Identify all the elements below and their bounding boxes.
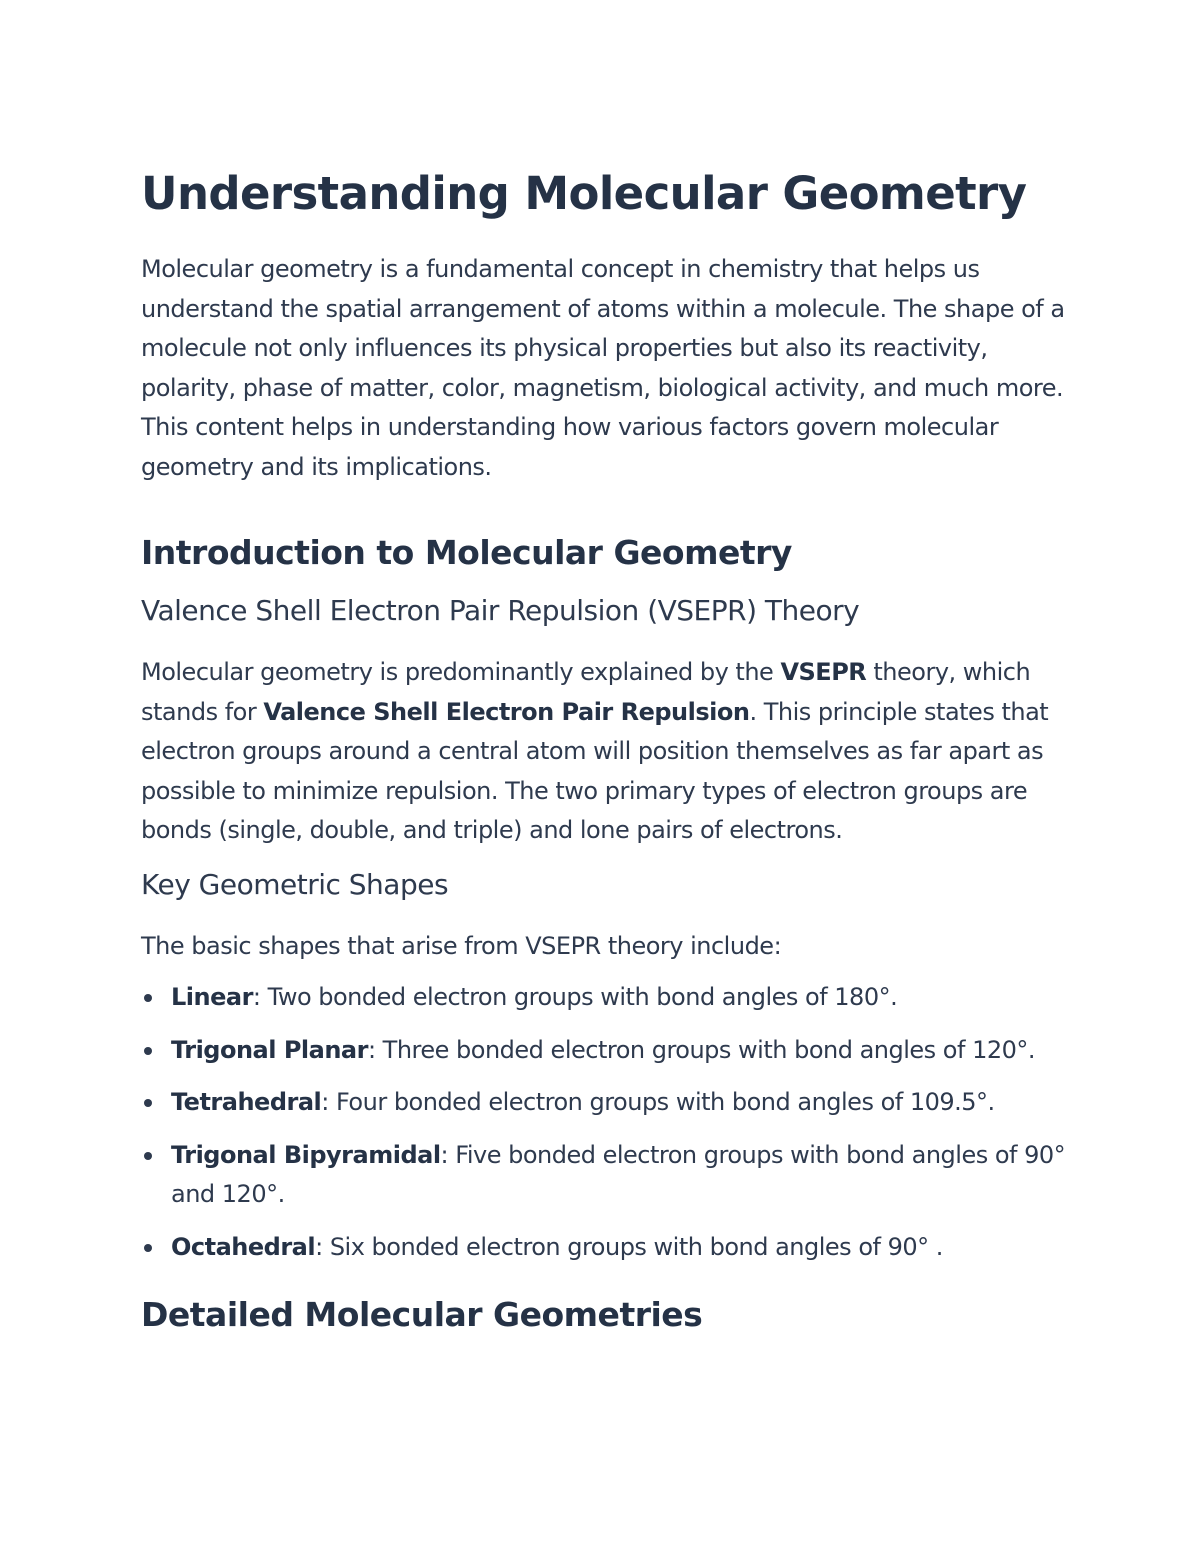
shape-description: : Three bonded electron groups with bond angles of 120°. xyxy=(367,1035,1036,1064)
list-item xyxy=(141,1228,1066,1268)
bullet-icon xyxy=(144,994,152,1002)
subheading-vsepr-theory: Valence Shell Electron Pair Repulsion (VSEPR) Theory xyxy=(141,594,860,627)
vsepr-text-1: Molecular geometry is predominantly explained by the xyxy=(141,658,781,686)
bullet-icon xyxy=(144,1152,152,1160)
shape-term: Tetrahedral xyxy=(171,1088,322,1116)
vsepr-text-2: theory, which stands for xyxy=(141,658,1031,726)
shape-term: Octahedral xyxy=(171,1232,316,1261)
shape-description: : Five bonded electron groups with bond angles of 90° and 120°. xyxy=(171,1140,1066,1208)
shape-description: : Six bonded electron groups with bond angles of 90° . xyxy=(315,1232,943,1261)
shapes-lead-paragraph: The basic shapes that arise from VSEPR theory include: xyxy=(141,931,782,960)
bullet-icon xyxy=(144,1099,152,1107)
shape-term: Trigonal Bipyramidal xyxy=(171,1140,441,1169)
vsepr-text-3: . This principle states that electron groups around a central atom will position themselves as far apart as possible to minimize repulsion. The two primary types of electron groups are bonds (single, double, and triple) and lone pairs of electrons. xyxy=(141,697,1049,844)
section-heading-detailed: Detailed Molecular Geometries xyxy=(141,1295,703,1334)
subheading-key-shapes: Key Geometric Shapes xyxy=(141,867,449,901)
vsepr-bold-expansion: Valence Shell Electron Pair Repulsion xyxy=(263,697,750,726)
document-page xyxy=(141,158,1066,1341)
bullet-icon xyxy=(144,1244,152,1252)
intro-paragraph: Molecular geometry is a fundamental concept in chemistry that helps us understand the spatial arrangement of atoms within a molecule. The shape of a molecule not only influences its physical properties but also its reactivity, polarity, phase of matter, color, magnetism, biological activity, and much more. This content helps in understanding how various factors govern molecular geometry and its implications. xyxy=(141,255,1065,481)
list-item xyxy=(141,1136,1066,1215)
section-heading-introduction: Introduction to Molecular Geometry xyxy=(141,533,792,572)
vsepr-paragraph xyxy=(141,653,1066,851)
shape-description: : Two bonded electron groups with bond angles of 180°. xyxy=(252,983,898,1011)
shape-term: Linear xyxy=(171,983,253,1011)
list-item xyxy=(141,1031,1066,1071)
vsepr-bold-acronym: VSEPR xyxy=(780,658,867,686)
document-title: Understanding Molecular Geometry xyxy=(141,167,1027,220)
bullet-icon xyxy=(144,1047,152,1055)
list-item xyxy=(141,978,1066,1018)
list-item xyxy=(141,1083,1066,1123)
shapes-list xyxy=(141,978,1066,1267)
shape-description: : Four bonded electron groups with bond angles of 109.5°. xyxy=(321,1088,995,1116)
shape-term: Trigonal Planar xyxy=(171,1035,368,1064)
